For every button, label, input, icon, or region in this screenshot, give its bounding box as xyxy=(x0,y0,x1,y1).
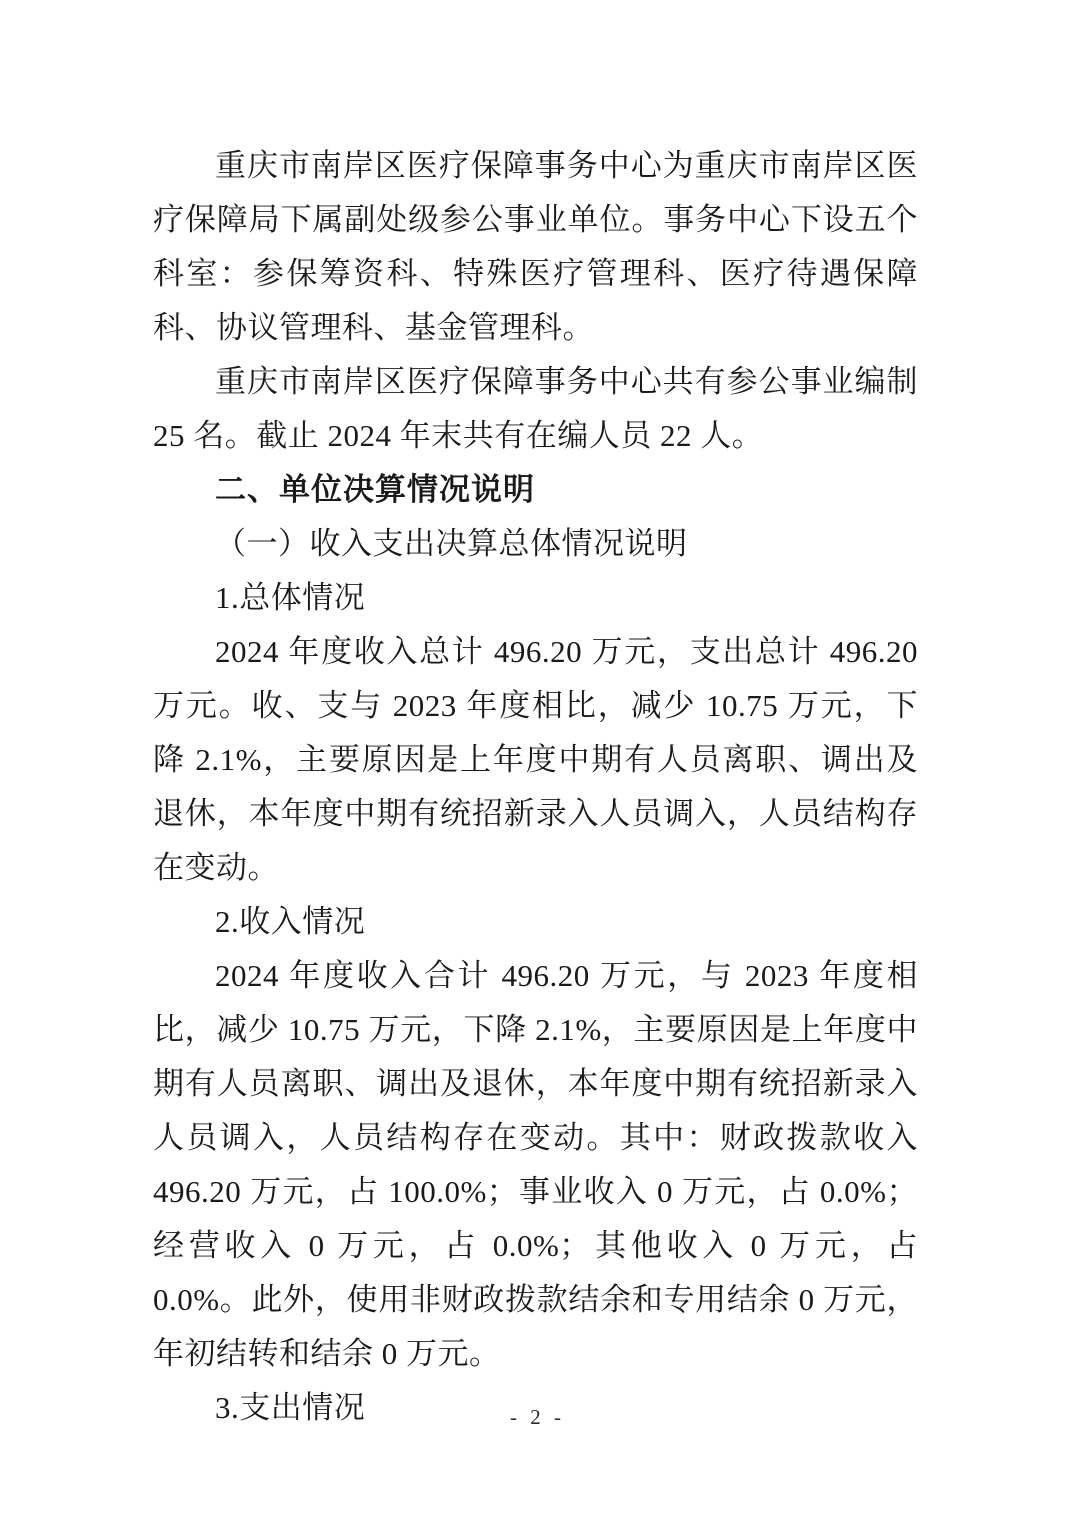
paragraph-income-situation: 2024 年度收入合计 496.20 万元，与 2023 年度相比，减少 10.75 万元，下降 2.1%，主要原因是上年度中期有人员离职、调出及退休，本年度中期有统招新录入人员调入，人员结构存在变动。其中：财政拨款收入 496.20 万元，占 100.0%；事业收入 0 万元，占 0.0%；经营收入 0 万元，占 0.0%；其他收入 0 万元，占 0.0%。此外，使用非财政拨款结余和专用结余 0 万元，年初结转和结余 0 万元。 xyxy=(153,958,918,1371)
item-heading-overall-situation: 1.总体情况 xyxy=(215,580,366,615)
paragraph-overall-situation: 2024 年度收入总计 496.20 万元，支出总计 496.20 万元。收、支与 2023 年度相比，减少 10.75 万元，下降 2.1%，主要原因是上年度中期有人员离职、调出及退休，本年度中期有统招新录入人员调入，人员结构存在变动。 xyxy=(153,634,918,885)
paragraph-staffing: 重庆市南岸区医疗保障事务中心共有参公事业编制 25 名。截止 2024 年末共有在编人员 22 人。 xyxy=(153,364,918,453)
page-number: - 2 - xyxy=(510,1405,565,1429)
item-heading-income-situation: 2.收入情况 xyxy=(215,904,366,939)
page-footer xyxy=(0,1405,1075,1429)
item-heading-expenditure-situation: 3.支出情况 xyxy=(215,1390,366,1425)
section-heading-final-accounts: 二、单位决算情况说明 xyxy=(215,472,535,507)
subsection-heading-income-expenditure: （一）收入支出决算总体情况说明 xyxy=(215,526,688,561)
document-content xyxy=(153,139,918,1435)
paragraph-org-overview: 重庆市南岸区医疗保障事务中心为重庆市南岸区医疗保障局下属副处级参公事业单位。事务中心下设五个科室：参保筹资科、特殊医疗管理科、医疗待遇保障科、协议管理科、基金管理科。 xyxy=(153,148,918,345)
